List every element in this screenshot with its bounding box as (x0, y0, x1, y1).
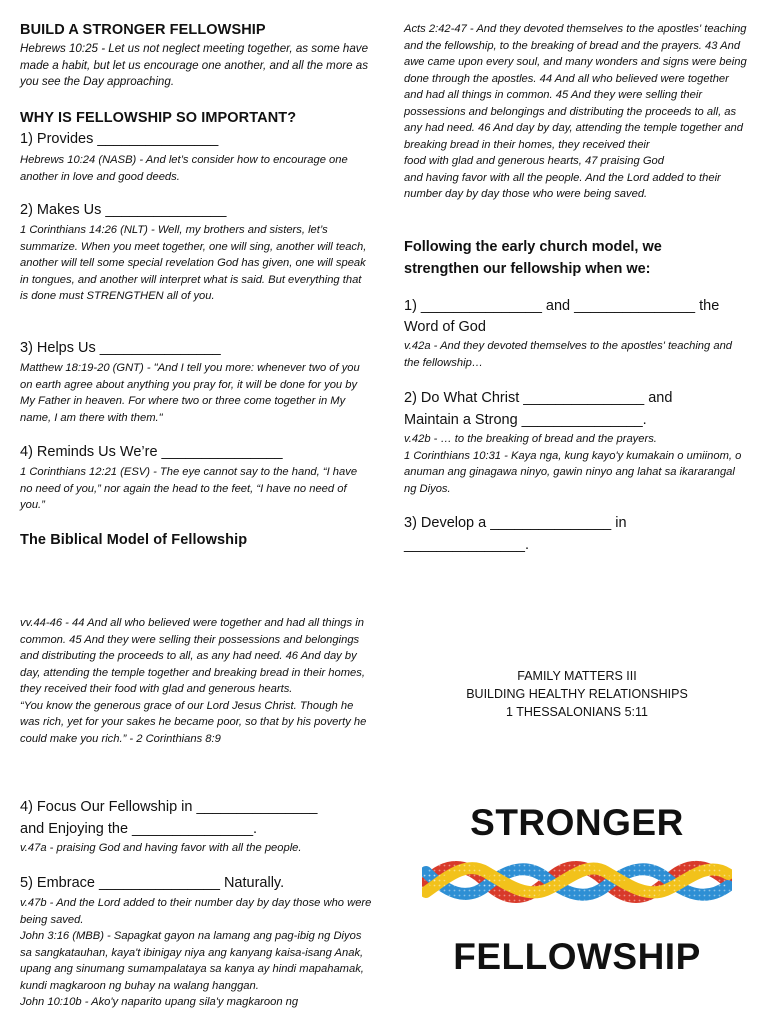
step-2: 2) Do What Christ _______________ and (404, 390, 673, 406)
fill-blank: _______________ (95, 340, 221, 356)
model-heading: The Biblical Model of Fellowship (20, 532, 248, 548)
point-1-scripture: Hebrews 10:24 (NASB) - And let’s consider how to encourage one another in love and good deeds. (20, 154, 348, 183)
point-5-scripture: v.47b - And the Lord added to their number day by day those who were being saved. John 3:16 (MBB) - Sapagkat gayon na lamang ang pag-ibig ng Diyos sa sangkatauhan, kaya't ibinigay niya ang kanyang kaisa-isang Anak, upang ang sinumang sumampalataya sa kanya ay hindi mapahamak, kundi magkaroon ng buhay na walang hanggan. John 10:10b - Ako'y naparito upang sila'y magkaroon ng (20, 897, 372, 1008)
step-3-line2: _______________. (404, 537, 529, 553)
step-2-line2: Maintain a Strong _______________. (404, 412, 647, 428)
fill-blank: _______________ (157, 444, 283, 460)
fill-blank: _______________ (101, 202, 227, 218)
point-4-focus-scripture: v.47a - praising God and having favor with all the people. (20, 842, 302, 854)
point-1: 1) Provides _______________ (20, 131, 219, 147)
church-model-lead: Following the early church model, we strengthen our fellowship when we: (404, 239, 662, 277)
point-2-scripture: 1 Corinthians 14:26 (NLT) - Well, my brothers and sisters, let’s summarize. When you meet together, one will sing, another will teach, another will tell some special revelation God has given, one will speak in tongues, and another will interpret what is said. But everything that is done must STRENGTHEN all of you. (20, 224, 367, 302)
step-1-scripture: v.42a - And they devoted themselves to the apostles' teaching and the fellowship… (404, 340, 733, 369)
braided-rope-image (422, 858, 732, 906)
fellowship-title: FELLOWSHIP (453, 936, 701, 977)
stronger-title: STRONGER (470, 802, 684, 843)
step-2-scripture: v.42b - … to the breaking of bread and the prayers. 1 Corinthians 10:31 - Kaya nga, kung kayo'y kumakain o umiinom, o anuman ang ginagawa ninyo, gawin ninyo ang lahat sa ikararangal ng Diyos. (404, 433, 742, 495)
point-5-embrace: 5) Embrace _______________ Naturally. (20, 875, 285, 891)
point-4-focus: 4) Focus Our Fellowship in _______________ (20, 799, 318, 815)
point-3-scripture: Matthew 18:19-20 (GNT) - "And I tell you more: whenever two of you on earth agree about anything you pray for, it will be done for you by My Father in heaven. For where two or three come together in My name, I am there with them." (20, 362, 360, 424)
acts-scripture: Acts 2:42-47 - And they devoted themselves to the apostles' teaching and the fellowship, to the breaking of bread and the prayers. 43 And awe came upon every soul, and many wonders and signs were being done through the apostles. 44 And all who believed were together and had all things in common. 45 And they were selling their possessions and belongings and distributing the proceeds to all, as any had need. 46 And day by day, attending the temple together and breaking bread in their homes, they received their food with glad and generous hearts, 47 praising God and having favor with all the people. And the Lord added to their number day by day those who were being saved. (404, 23, 747, 200)
why-heading: WHY IS FELLOWSHIP SO IMPORTANT? (20, 110, 297, 126)
point-4: 4) Reminds Us We’re _______________ (20, 444, 283, 460)
point-4-focus-line2: and Enjoying the _______________. (20, 821, 258, 837)
intro-scripture: Hebrews 10:25 - Let us not neglect meeting together, as some have made a habit, but let us encourage one another, and all the more as you see the Day approaching. (20, 42, 369, 88)
vv-scripture: vv.44-46 - 44 And all who believed were together and had all things in common. 45 And they were selling their possessions and belongings and distributing the proceeds to all, as any had need. 46 And day by day, attending the temple together and breaking bread in their homes, they received their food with glad and generous hearts. “You know the generous grace of our Lord Jesus Christ. Though he was rich, yet for your sakes he became poor, so that by his poverty he could make you rich.” - 2 Corinthians 8:9 (20, 617, 367, 745)
step-1: 1) _______________ and _______________ the Word of God (404, 298, 720, 335)
step-3: 3) Develop a _______________ in (404, 515, 627, 531)
point-2: 2) Makes Us _______________ (20, 202, 227, 218)
fill-blank: _______________ (93, 131, 219, 147)
point-4-scripture: 1 Corinthians 12:21 (ESV) - The eye cannot say to the hand, “I have no need of you,” nor again the head to the feet, “I have no need of you.” (20, 466, 358, 511)
page-title: BUILD A STRONGER FELLOWSHIP (20, 22, 266, 38)
series-title: FAMILY MATTERS III (517, 669, 637, 683)
series-subtitle: BUILDING HEALTHY RELATIONSHIPS (466, 687, 688, 701)
verse-reference: 1 THESSALONIANS 5:11 (506, 705, 648, 719)
point-3: 3) Helps Us _______________ (20, 340, 221, 356)
